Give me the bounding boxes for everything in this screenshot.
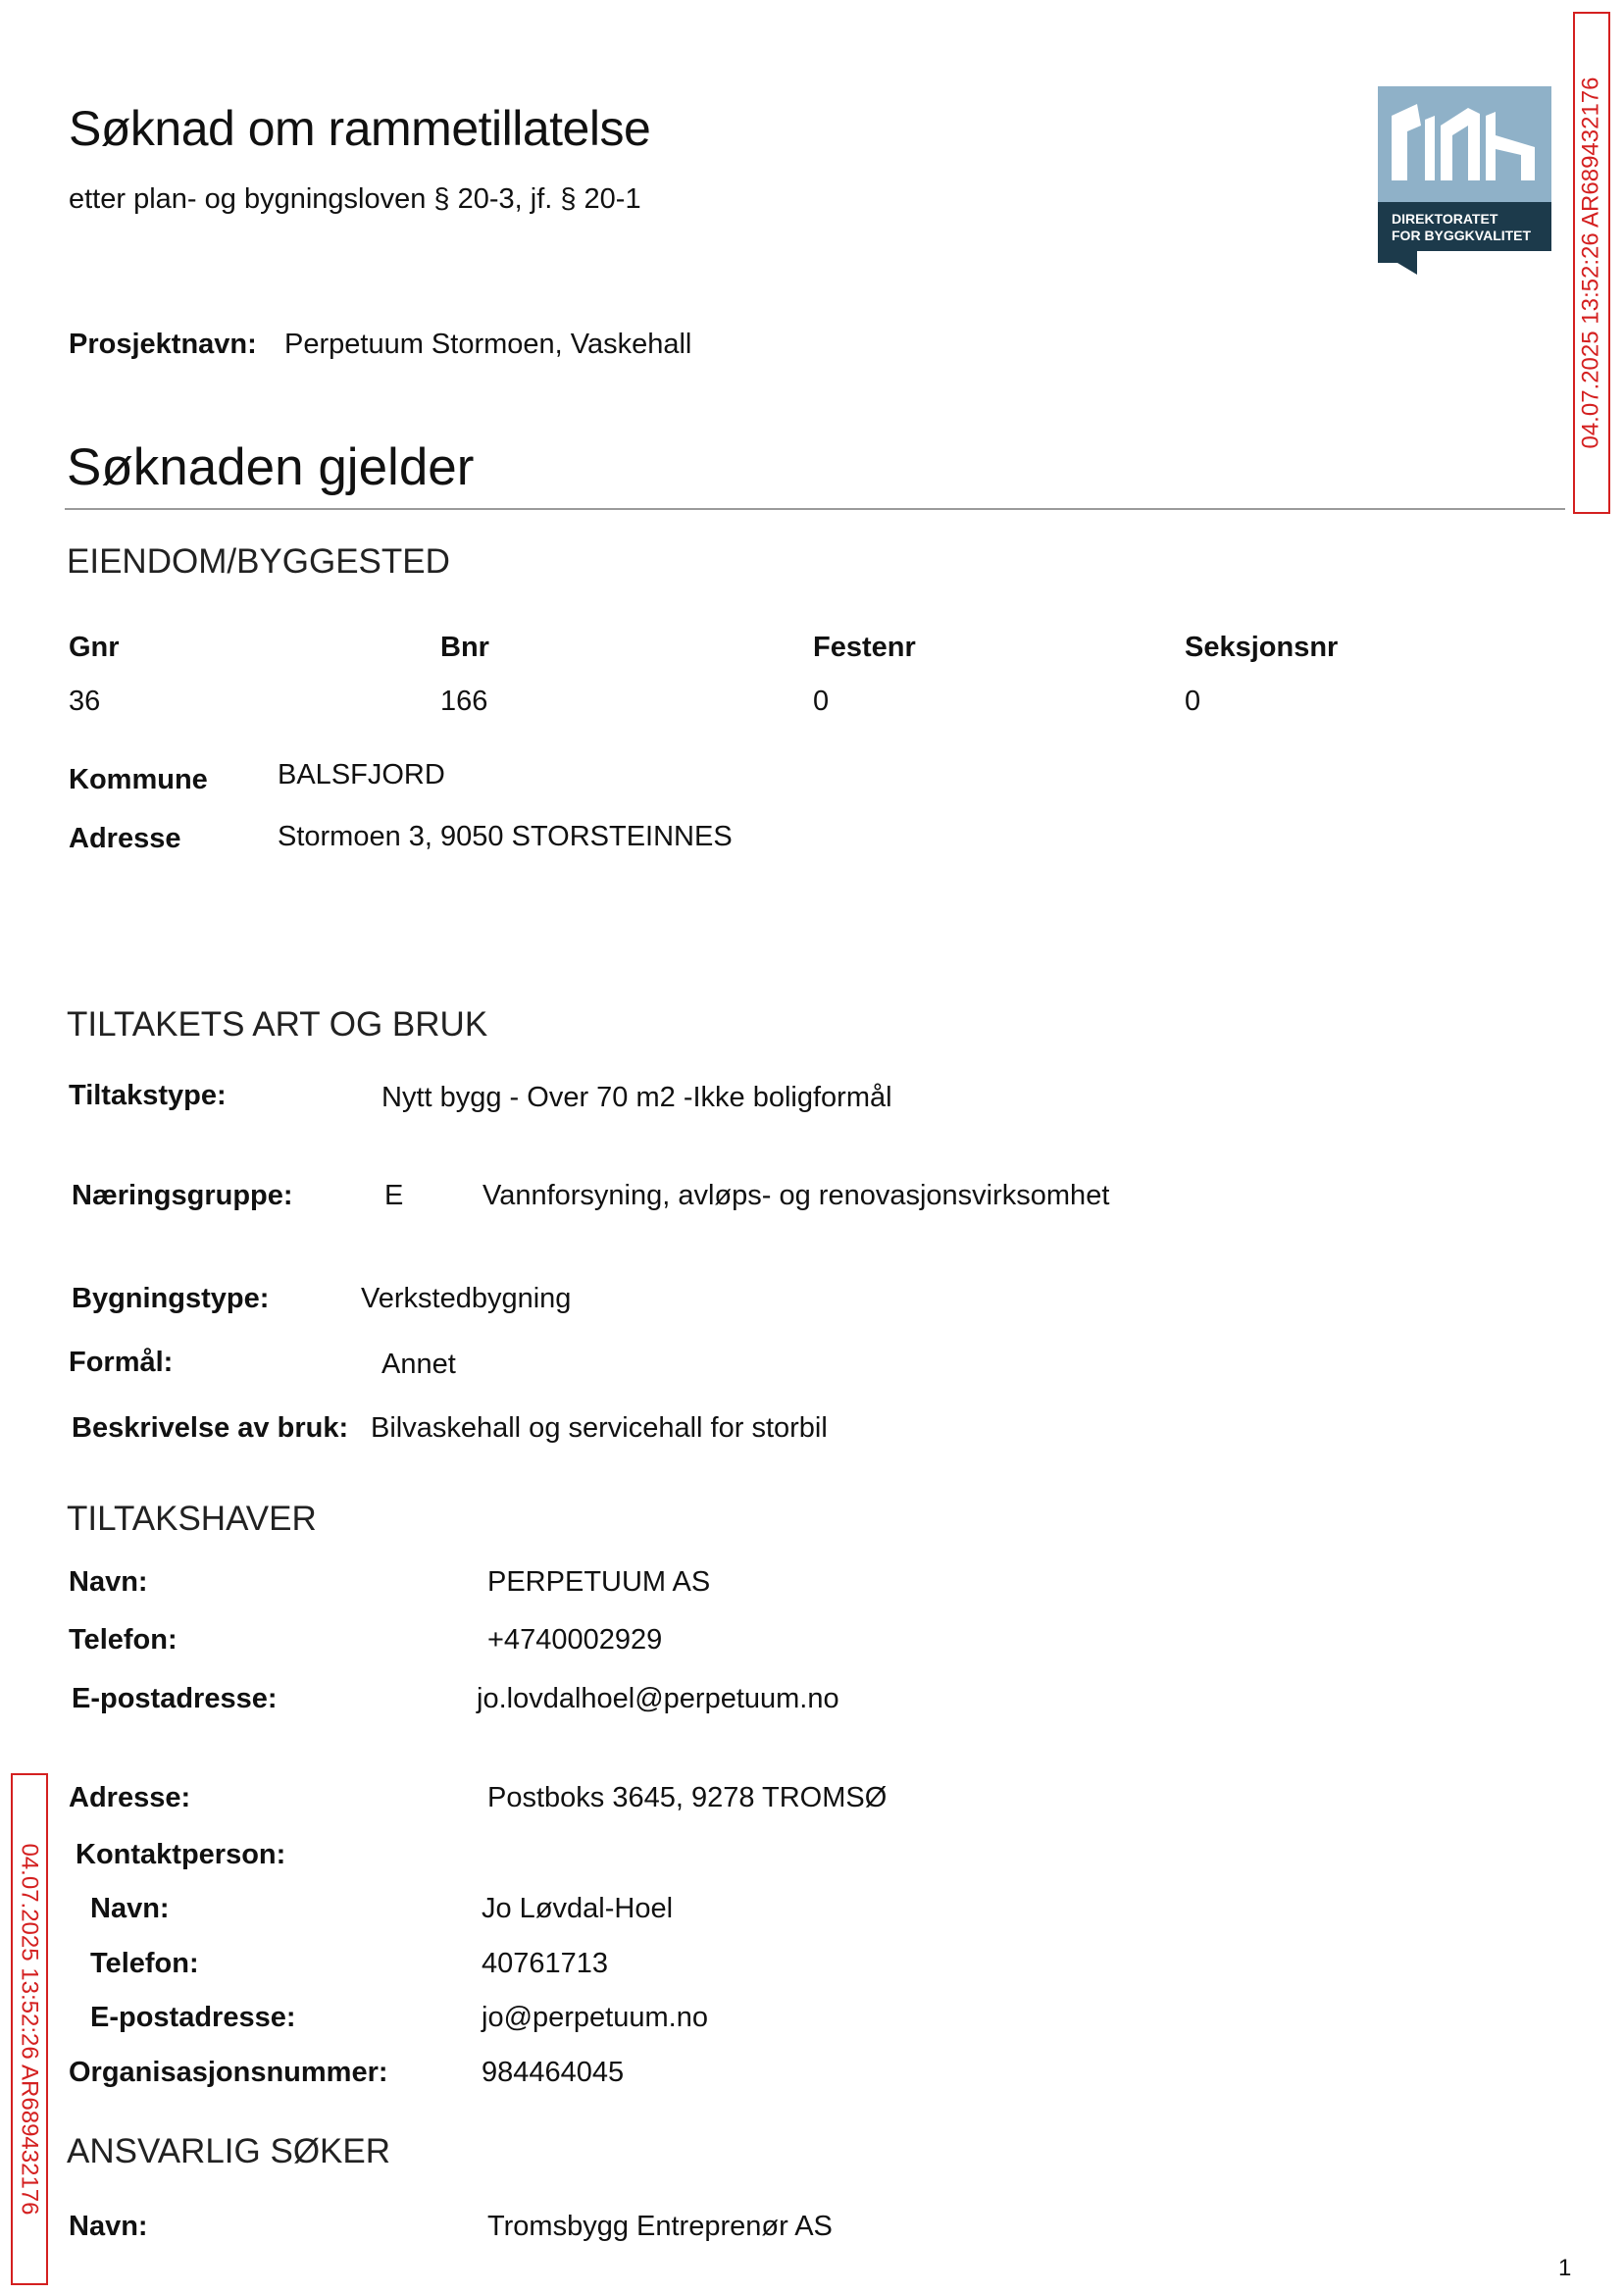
- tiltakshaver-adresse-value: Postboks 3645, 9278 TROMSØ: [487, 1782, 888, 1813]
- section-divider: [65, 508, 1565, 510]
- value-seksjonsnr: 0: [1185, 686, 1201, 717]
- tiltakstype-value: Nytt bygg - Over 70 m2 -Ikke boligformål: [381, 1082, 892, 1113]
- bygningstype-label: Bygningstype:: [72, 1283, 270, 1314]
- logo-line1: DIREKTORATET: [1392, 211, 1498, 227]
- naering-code: E: [384, 1180, 404, 1211]
- tiltakshaver-telefon-value: +4740002929: [487, 1624, 663, 1656]
- document-subtitle: etter plan- og bygningsloven § 20-3, jf. § 20-1: [69, 183, 641, 215]
- value-bnr: 166: [440, 686, 488, 717]
- kontakt-telefon-value: 40761713: [482, 1948, 609, 1979]
- stamp-text: 04.07.2025 13:52:26 AR689432176: [17, 1843, 43, 2216]
- stamp-text: 04.07.2025 13:52:26 AR689432176: [1578, 76, 1604, 449]
- bygningstype-value: Verkstedbygning: [361, 1283, 572, 1314]
- bruk-value: Bilvaskehall og servicehall for storbil: [371, 1412, 828, 1444]
- value-gnr: 36: [69, 686, 101, 717]
- document-title: Søknad om rammetillatelse: [69, 101, 651, 156]
- tiltakshaver-epost-value: jo.lovdalhoel@perpetuum.no: [477, 1683, 839, 1714]
- kontakt-navn-value: Jo Løvdal-Hoel: [482, 1893, 674, 1924]
- project-label: Prosjektnavn:: [69, 329, 257, 360]
- kommune-label: Kommune: [69, 764, 208, 795]
- adresse-value: Stormoen 3, 9050 STORSTEINNES: [278, 821, 733, 852]
- kontakt-telefon-label: Telefon:: [90, 1948, 199, 1979]
- kontaktperson-label: Kontaktperson:: [76, 1839, 286, 1870]
- column-header-festenr: Festenr: [813, 632, 916, 663]
- dibk-logo-icon: [1378, 86, 1551, 275]
- column-header-seksjonsnr: Seksjonsnr: [1185, 632, 1339, 663]
- kontakt-navn-label: Navn:: [90, 1893, 170, 1924]
- page-number: 1: [1558, 2255, 1572, 2281]
- project-value: Perpetuum Stormoen, Vaskehall: [284, 329, 692, 360]
- tiltakshaver-adresse-label: Adresse:: [69, 1782, 191, 1813]
- tiltak-heading: TILTAKETS ART OG BRUK: [67, 1005, 488, 1044]
- ansvarlig-heading: ANSVARLIG SØKER: [67, 2132, 391, 2170]
- timestamp-stamp-right: [1573, 12, 1610, 514]
- naering-value: Vannforsyning, avløps- og renovasjonsvirksomhet: [482, 1180, 1110, 1211]
- column-header-bnr: Bnr: [440, 632, 489, 663]
- adresse-label: Adresse: [69, 823, 181, 854]
- column-header-gnr: Gnr: [69, 632, 120, 663]
- orgnr-label: Organisasjonsnummer:: [69, 2057, 388, 2088]
- tiltakshaver-heading: TILTAKSHAVER: [67, 1500, 317, 1538]
- kontakt-epost-value: jo@perpetuum.no: [482, 2002, 708, 2033]
- tiltakshaver-navn-label: Navn:: [69, 1566, 148, 1598]
- tiltakstype-label: Tiltakstype:: [69, 1080, 227, 1111]
- section-title: Søknaden gjelder: [67, 438, 475, 496]
- kommune-value: BALSFJORD: [278, 759, 445, 790]
- tiltakshaver-epost-label: E-postadresse:: [72, 1683, 278, 1714]
- formal-label: Formål:: [69, 1347, 174, 1378]
- ansvarlig-navn-label: Navn:: [69, 2211, 148, 2242]
- formal-value: Annet: [381, 1349, 456, 1380]
- logo-line2: FOR BYGGKVALITET: [1392, 228, 1532, 243]
- tiltakshaver-telefon-label: Telefon:: [69, 1624, 178, 1656]
- bruk-label: Beskrivelse av bruk:: [72, 1412, 349, 1444]
- ansvarlig-navn-value: Tromsbygg Entreprenør AS: [487, 2211, 833, 2242]
- timestamp-stamp-left: [11, 1773, 48, 2285]
- kontakt-epost-label: E-postadresse:: [90, 2002, 296, 2033]
- orgnr-value: 984464045: [482, 2057, 625, 2088]
- naering-label: Næringsgruppe:: [72, 1180, 293, 1211]
- tiltakshaver-navn-value: PERPETUUM AS: [487, 1566, 711, 1598]
- dibk-logo: [1378, 86, 1551, 275]
- property-heading: EIENDOM/BYGGESTED: [67, 542, 450, 581]
- value-festenr: 0: [813, 686, 830, 717]
